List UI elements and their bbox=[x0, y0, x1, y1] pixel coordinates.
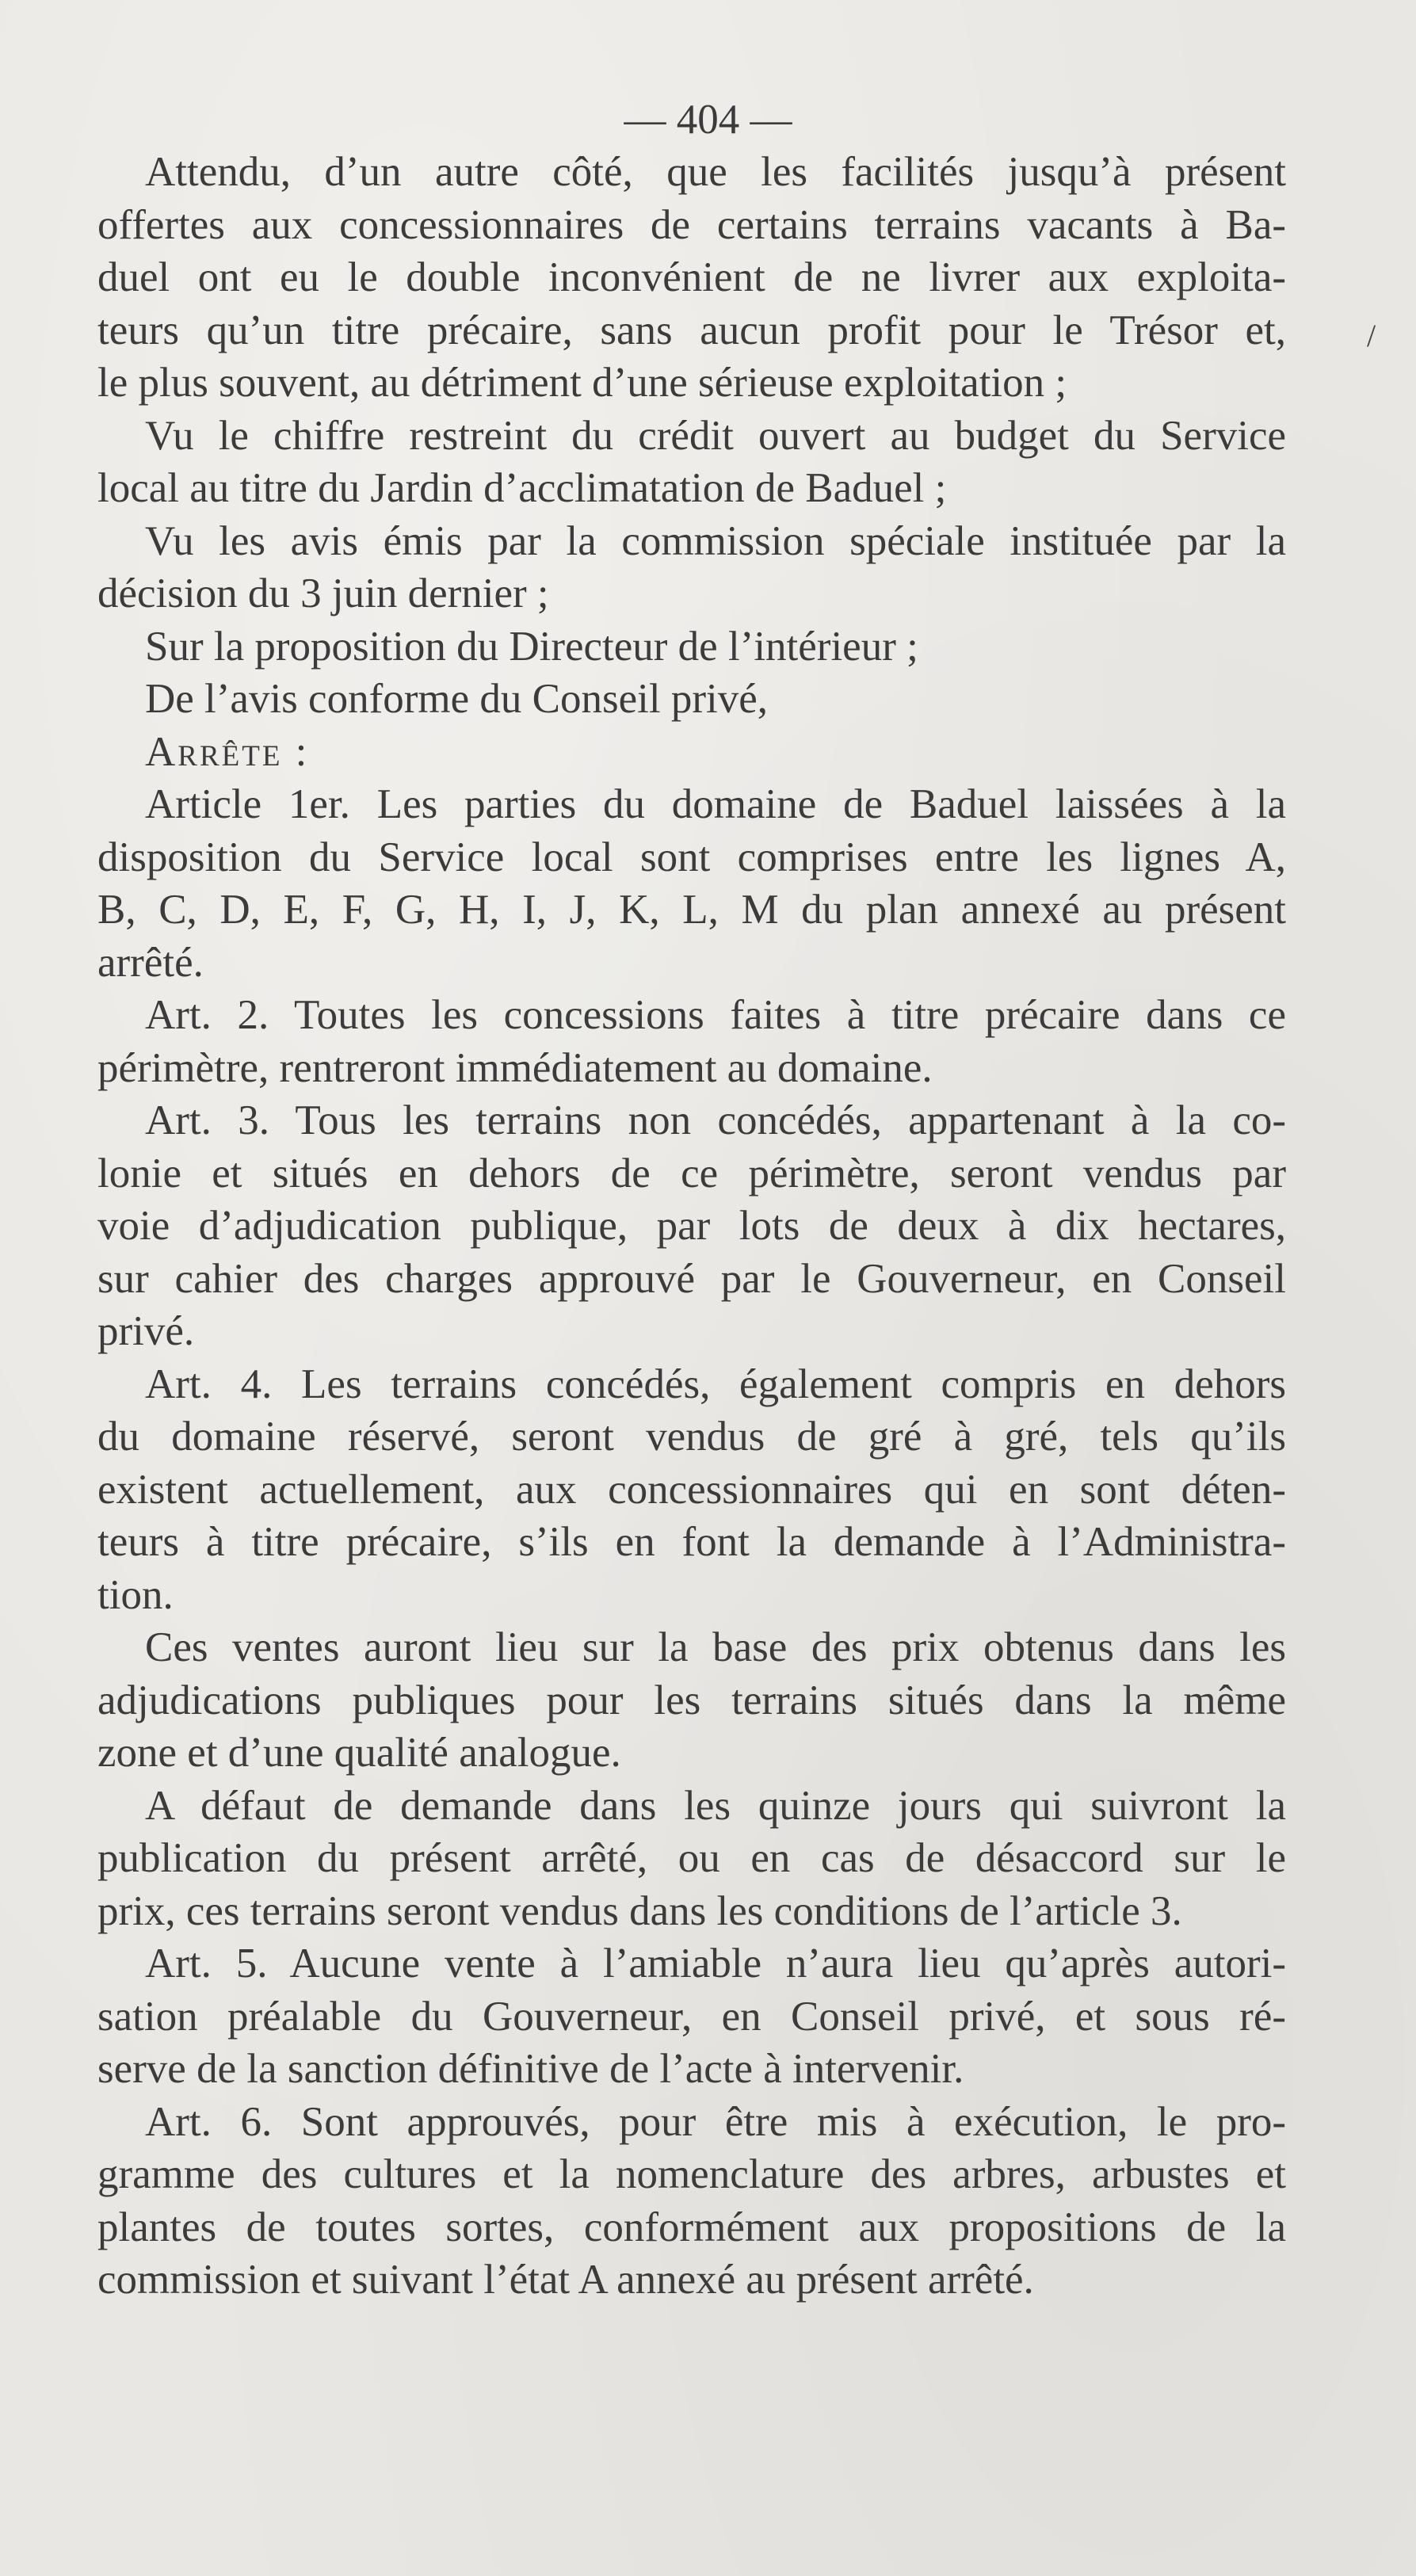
paragraph bbox=[97, 410, 1286, 515]
paragraph bbox=[97, 778, 1286, 989]
paragraph bbox=[97, 726, 1286, 779]
text-line: Attendu, d’un autre côté, que les facilités jusqu’à présent bbox=[145, 149, 1286, 195]
text-line: lonie et situés en dehors de ce périmètre, seront vendus par bbox=[97, 1150, 1286, 1196]
paragraph bbox=[97, 989, 1286, 1094]
text-line: Art. 4. Les terrains concédés, également compris en dehors bbox=[145, 1361, 1286, 1407]
text-line: B, C, D, E, F, G, H, I, J, K, L, M du plan annexé au présent bbox=[97, 887, 1286, 933]
text-line: sur cahier des charges approuvé par le Gouverneur, en Conseil bbox=[97, 1255, 1286, 1302]
text-line: disposition du Service local sont comprises entre les lignes A, bbox=[97, 834, 1286, 880]
text-line: périmètre, rentreront immédiatement au domaine. bbox=[97, 1044, 933, 1091]
text-line: offertes aux concessionnaires de certains terrains vacants à Ba- bbox=[97, 201, 1286, 248]
paragraph bbox=[97, 146, 1286, 410]
text-line: duel ont eu le double inconvénient de ne livrer aux exploita- bbox=[97, 254, 1286, 300]
text-line: A défaut de demande dans les quinze jours qui suivront la bbox=[145, 1782, 1286, 1829]
text-line: Vu les avis émis par la commission spéciale instituée par la bbox=[145, 517, 1286, 564]
text-line: commission et suivant l’état A annexé au présent arrêté. bbox=[97, 2257, 1034, 2303]
page-number: — 404 — bbox=[624, 97, 792, 143]
body-text bbox=[97, 146, 1286, 2307]
paragraph bbox=[97, 1094, 1286, 1358]
paragraph bbox=[97, 1621, 1286, 1780]
paragraph bbox=[97, 1937, 1286, 2096]
text-line: teurs qu’un titre précaire, sans aucun profit pour le Trésor et, bbox=[97, 307, 1286, 353]
text-line: sation préalable du Gouverneur, en Conseil privé, et sous ré- bbox=[97, 1993, 1286, 2040]
margin-mark: / bbox=[1367, 318, 1376, 353]
text-line: voie d’adjudication publique, par lots de deux à dix hectares, bbox=[97, 1203, 1286, 1249]
text-line: le plus souvent, au détriment d’une sérieuse exploitation ; bbox=[97, 360, 1067, 406]
text-line: teurs à titre précaire, s’ils en font la demande à l’Administra- bbox=[97, 1519, 1286, 1565]
text-line: tion. bbox=[97, 1571, 174, 1618]
text-line: adjudications publiques pour les terrains situés dans la même bbox=[97, 1677, 1286, 1723]
text-line: prix, ces terrains seront vendus dans les conditions de l’article 3. bbox=[97, 1887, 1182, 1934]
paragraph bbox=[97, 1780, 1286, 1938]
text-line: Arrête : bbox=[145, 728, 310, 775]
text-line: zone et d’une qualité analogue. bbox=[97, 1730, 621, 1776]
text-line: Art. 2. Toutes les concessions faites à titre précaire dans ce bbox=[145, 992, 1286, 1038]
text-line: Art. 6. Sont approuvés, pour être mis à exécution, le pro- bbox=[145, 2098, 1286, 2145]
paragraph bbox=[97, 620, 1286, 674]
text-line: Art. 3. Tous les terrains non concédés, appartenant à la co- bbox=[145, 1097, 1286, 1143]
text-line: local au titre du Jardin d’acclimatation de Baduel ; bbox=[97, 465, 947, 511]
text-line: Art. 5. Aucune vente à l’amiable n’aura lieu qu’après autori- bbox=[145, 1941, 1286, 1986]
text-line: De l’avis conforme du Conseil privé, bbox=[145, 676, 768, 722]
text-line: plantes de toutes sortes, conformément aux propositions de la bbox=[97, 2204, 1286, 2250]
text-line: existent actuellement, aux concessionnaires qui en sont déten- bbox=[97, 1466, 1286, 1513]
text-line: publication du présent arrêté, ou en cas de désaccord sur le bbox=[97, 1835, 1286, 1881]
text-line: serve de la sanction définitive de l’acte à intervenir. bbox=[97, 2046, 964, 2092]
paragraph bbox=[97, 515, 1286, 620]
text-line: Vu le chiffre restreint du crédit ouvert au budget du Service bbox=[145, 412, 1286, 459]
text-line: du domaine réservé, seront vendus de gré à gré, tels qu’ils bbox=[97, 1414, 1286, 1460]
text-line: Article 1er. Les parties du domaine de Baduel laissées à la bbox=[145, 781, 1286, 827]
text-line: décision du 3 juin dernier ; bbox=[97, 571, 549, 616]
text-line: privé. bbox=[97, 1308, 195, 1354]
paragraph bbox=[97, 2096, 1286, 2307]
text-line: Ces ventes auront lieu sur la base des prix obtenus dans les bbox=[145, 1624, 1286, 1670]
paragraph bbox=[97, 1358, 1286, 1622]
text-line: gramme des cultures et la nomenclature des arbres, arbustes et bbox=[97, 2151, 1286, 2197]
text-line: Sur la proposition du Directeur de l’intérieur ; bbox=[145, 623, 918, 670]
text-line: arrêté. bbox=[97, 939, 204, 986]
paragraph bbox=[97, 673, 1286, 726]
